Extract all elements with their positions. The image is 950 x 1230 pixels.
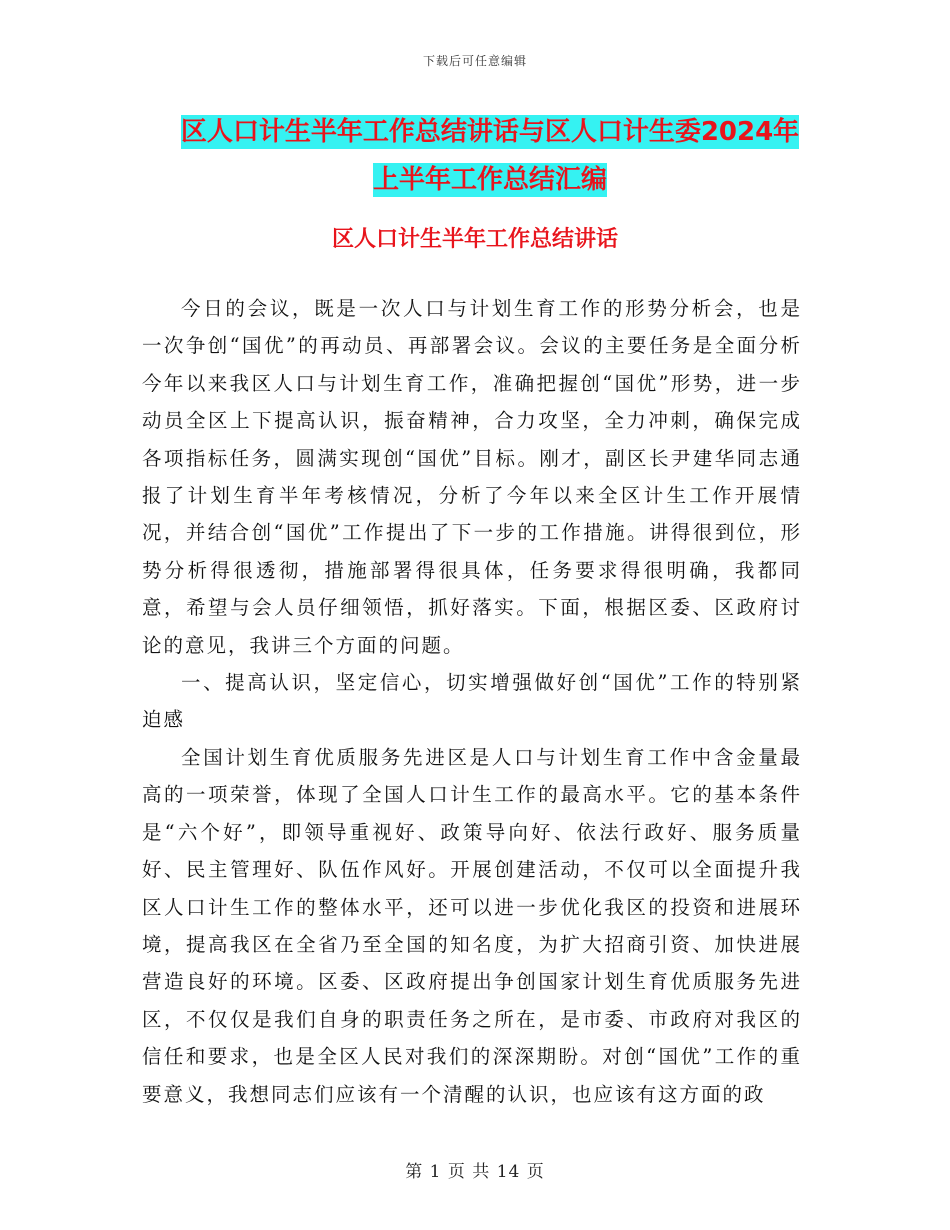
document-title [160,108,820,204]
page-number-footer: 第 1 页 共 14 页 [405,1162,545,1182]
section-title: 区人口计生半年工作总结讲话 [331,227,618,252]
paragraph-intro: 今日的会议，既是一次人口与计划生育工作的形势分析会，也是一次争创“国优”的再动员、再部署会议。会议的主要任务是全面分析今年以来我区人口与计划生育工作，准确把握创“国优”形势，进一步动员全区上下提高认识，振奋精神，合力攻坚，全力冲刺，确保完成各项指标任务，圆满实现创“国优”目标。刚才，副区长尹建华同志通报了计划生育半年考核情况，分析了今年以来全区计生工作开展情况，并结合创“国优”工作提出了下一步的工作措施。讲得很到位，形势分析得很透彻，措施部署得很具体，任务要求得很明确，我都同意，希望与会人员仔细领悟，抓好落实。下面，根据区委、区政府讨论的意见，我讲三个方面的问题。 [142,297,802,657]
header-note: 下载后可任意编辑 [422,54,527,68]
paragraph-heading-one: 一、提高认识，坚定信心，切实增强做好创“国优”工作的特别紧迫感 [142,671,802,732]
paragraph-body: 全国计划生育优质服务先进区是人口与计划生育工作中含金量最高的一项荣誉，体现了全国人口计生工作的最高水平。它的基本条件是“六个好”，即领导重视好、政策导向好、依法行政好、服务质量好、民主管理好、队伍作风好。开展创建活动，不仅可以全面提升我区人口计生工作的整体水平，还可以进一步优化我区的投资和进展环境，提高我区在全省乃至全国的知名度，为扩大招商引资、加快进展营造良好的环境。区委、区政府提出争创国家计划生育优质服务先进区，不仅仅是我们自身的职责任务之所在，是市委、市政府对我区的信任和要求，也是全区人民对我们的深深期盼。对创“国优”工作的重要意义，我想同志们应该有一个清醒的认识，也应该有这方面的政 [142,745,802,1106]
document-title-line-1: 区人口计生半年工作总结讲话与区人口计生委2024年 [180,117,800,147]
body-text [142,290,802,1113]
document-title-line-2: 上半年工作总结汇编 [372,165,607,195]
